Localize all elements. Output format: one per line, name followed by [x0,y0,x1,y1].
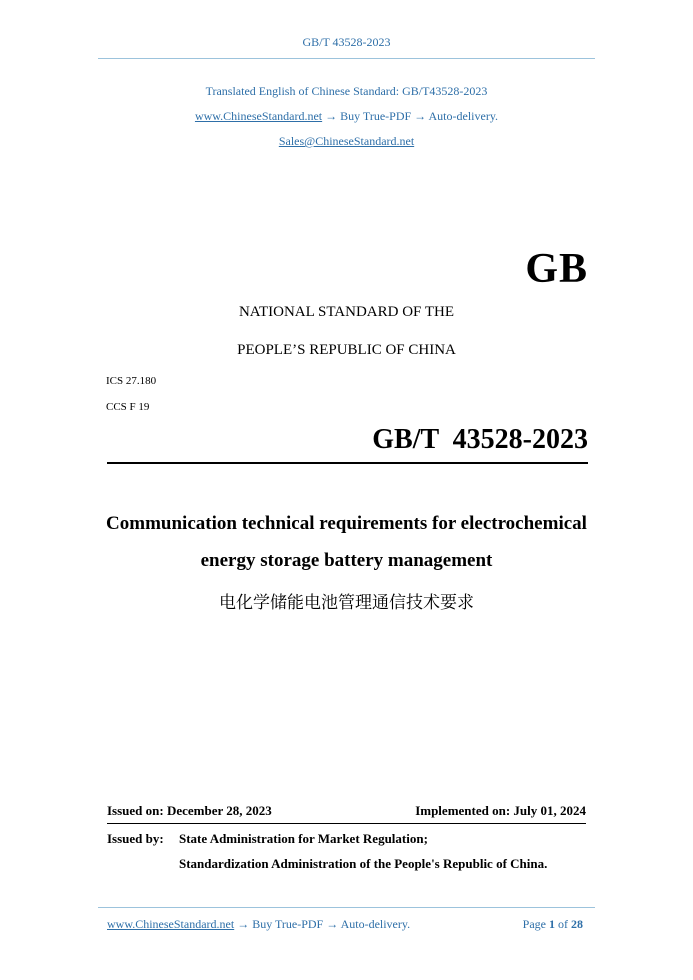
title-english-line1: Communication technical requirements for electrochemical [106,513,587,534]
national-standard-line2: PEOPLE’S REPUBLIC OF CHINA [237,342,456,358]
footer-buy-text: → Buy True-PDF → Auto-delivery. [234,917,411,931]
notice-site-link[interactable]: www.ChineseStandard.net [194,109,323,123]
notice-line: Translated English of Chinese Standard: GB/T43528-2023 [205,84,488,98]
notice-email-link[interactable]: Sales@ChineseStandard.net [278,134,415,148]
page-number: 1 [549,917,555,931]
ccs-code: CCS F 19 [106,401,150,413]
implemented-on-date: Implemented on: July 01, 2024 [415,803,586,818]
page-total: 28 [571,917,583,931]
notice-email-line [0,134,693,149]
notice-buy-line [0,109,693,124]
of-label: of [558,917,568,931]
page-label: Page [522,917,546,931]
issued-on-date: Issued on: December 28, 2023 [107,803,272,818]
title-english-line2: energy storage battery management [200,550,493,571]
issuer-samr: State Administration for Market Regulation; [179,831,428,846]
header-standard-code: GB/T 43528-2023 [302,35,391,49]
page-indicator [523,917,583,932]
footer-buy-line [107,917,410,932]
gb-logo: GB [525,246,588,292]
standard-number: GB/T 43528-2023 [372,424,588,455]
footer-site-link[interactable]: www.ChineseStandard.net [107,917,235,931]
issuer-sac: Standardization Administration of the People's Republic of China. [179,856,548,871]
standard-number-rule [107,462,588,464]
national-standard-line1: NATIONAL STANDARD OF THE [238,304,455,320]
footer-divider [98,907,595,908]
issued-by-label: Issued by: [107,831,164,846]
notice-buy-text: → Buy True-PDF → Auto-delivery. [322,109,499,123]
header-divider [98,58,595,59]
issue-divider [107,823,586,824]
ics-code: ICS 27.180 [106,375,157,387]
title-chinese: 电化学储能电池管理通信技术要求 [219,593,474,613]
